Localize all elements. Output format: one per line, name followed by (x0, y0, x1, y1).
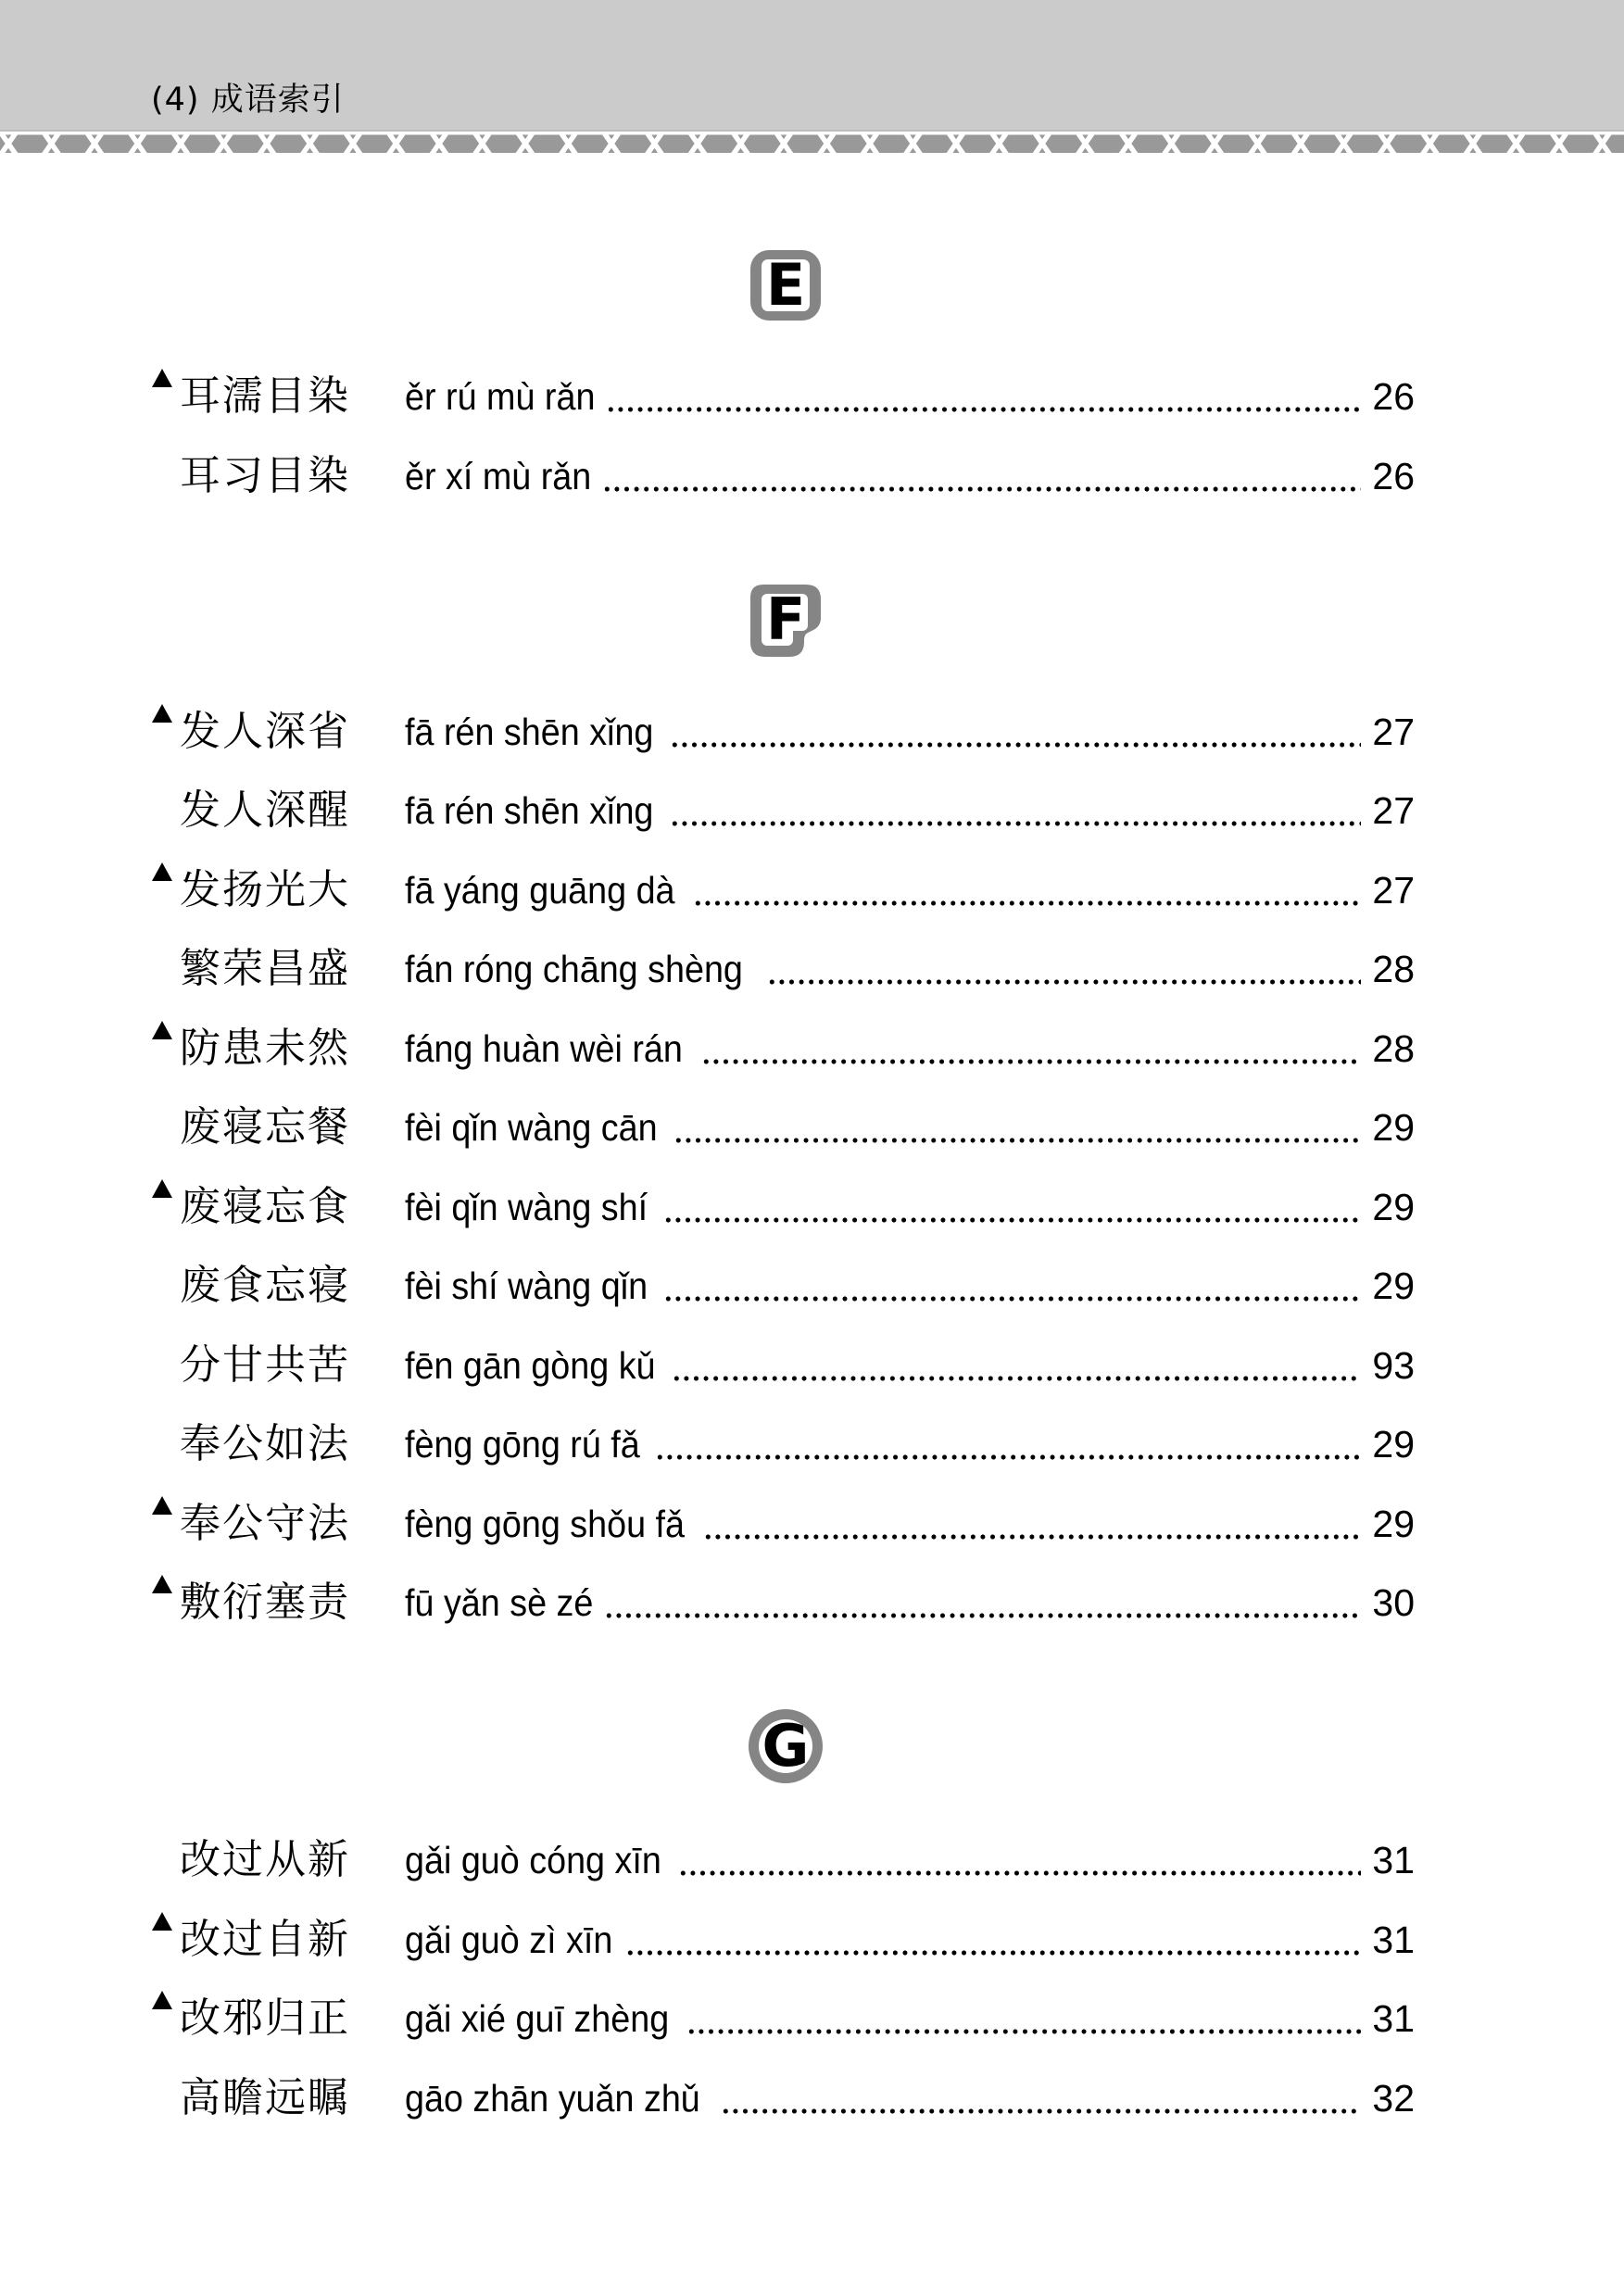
page-number: 31 (1372, 1839, 1415, 1881)
dot-leader (701, 1059, 1361, 1064)
index-entry[interactable] (0, 448, 1624, 513)
pinyin-text: gǎi xié guī zhèng (405, 1997, 670, 2040)
triangle-marker-icon (152, 1021, 172, 1039)
page-number: 29 (1372, 1423, 1415, 1466)
dot-leader (606, 407, 1361, 412)
dot-leader (670, 742, 1361, 748)
pinyin-text: fā yáng guāng dà (405, 869, 675, 912)
pinyin-text: ěr xí mù rǎn (405, 455, 592, 497)
index-entry[interactable] (0, 2070, 1624, 2135)
index-entry[interactable] (0, 1100, 1624, 1164)
pinyin-text: fèi qǐn wàng cān (405, 1106, 658, 1149)
dot-leader (672, 1376, 1361, 1381)
dot-leader (670, 821, 1361, 826)
idiom-text: 耳习目染 (180, 452, 350, 499)
dot-leader (625, 1950, 1361, 1956)
pinyin-text: gāo zhān yuǎn zhǔ (405, 2077, 700, 2120)
index-entry[interactable] (0, 862, 1624, 927)
page-number: 29 (1372, 1106, 1415, 1149)
dot-leader (663, 1296, 1361, 1302)
triangle-marker-icon (152, 1179, 172, 1198)
section-letter: E (765, 251, 806, 319)
dot-leader (686, 2029, 1361, 2034)
page-number: 28 (1372, 1027, 1415, 1070)
idiom-text: 废食忘寝 (180, 1262, 350, 1309)
idiom-text: 高瞻远瞩 (180, 2074, 350, 2121)
section-badge-f (747, 581, 825, 659)
page-number: 28 (1372, 948, 1415, 990)
dot-leader (693, 900, 1361, 906)
pinyin-text: fèng gōng rú fǎ (405, 1423, 640, 1466)
idiom-text: 发扬光大 (180, 866, 350, 913)
idiom-text: 防患未然 (180, 1025, 350, 1072)
page-number: 26 (1372, 455, 1415, 497)
idiom-text: 发人深醒 (180, 786, 350, 834)
triangle-marker-icon (152, 1575, 172, 1593)
pinyin-text: fā rén shēn xǐng (405, 789, 654, 832)
section-letter: G (762, 1712, 810, 1780)
idiom-text: 奉公如法 (180, 1420, 350, 1467)
idiom-text: 分甘共苦 (180, 1341, 350, 1389)
triangle-marker-icon (152, 704, 172, 723)
idiom-text: 废寝忘餐 (180, 1103, 350, 1151)
pinyin-text: fán róng chāng shèng (405, 948, 743, 990)
triangle-marker-icon (152, 1991, 172, 2009)
idiom-text: 改过从新 (180, 1836, 350, 1883)
triangle-marker-icon (152, 862, 172, 881)
index-entry[interactable] (0, 704, 1624, 769)
index-entry[interactable] (0, 1832, 1624, 1897)
section-badge-g (747, 1707, 825, 1785)
dot-leader (767, 979, 1361, 985)
index-entry[interactable] (0, 1179, 1624, 1244)
index-entry[interactable] (0, 1258, 1624, 1323)
index-entry[interactable] (0, 941, 1624, 1006)
section-badge-e (747, 246, 825, 324)
dot-leader (674, 1138, 1361, 1143)
idiom-text: 改邪归正 (180, 1994, 350, 2042)
pinyin-text: fā rén shēn xǐng (405, 711, 654, 753)
dot-leader (663, 1217, 1361, 1223)
pinyin-text: fēn gān gòng kǔ (405, 1344, 656, 1387)
index-entry[interactable] (0, 1338, 1624, 1403)
page-number: 29 (1372, 1265, 1415, 1307)
page-number: 93 (1372, 1344, 1415, 1387)
page-header (0, 0, 1624, 132)
idiom-text: 改过自新 (180, 1916, 350, 1963)
page-number: 29 (1372, 1186, 1415, 1228)
dot-leader (604, 1613, 1361, 1618)
dot-leader (655, 1454, 1361, 1460)
dot-leader (678, 1870, 1361, 1876)
triangle-marker-icon (152, 369, 172, 387)
index-entry[interactable] (0, 1991, 1624, 2056)
pinyin-text: fáng huàn wèi rán (405, 1027, 683, 1070)
idiom-text: 奉公守法 (180, 1500, 350, 1547)
decorative-lattice-border (0, 133, 1624, 154)
index-entry[interactable] (0, 1496, 1624, 1561)
section-letter: F (765, 585, 806, 653)
idiom-text: 敷衍塞责 (180, 1579, 350, 1626)
index-entry[interactable] (0, 369, 1624, 434)
pinyin-text: fèi shí wàng qǐn (405, 1265, 648, 1307)
index-entry[interactable] (0, 783, 1624, 848)
page-number: 31 (1372, 1997, 1415, 2040)
idiom-text: 繁荣昌盛 (180, 945, 350, 992)
idiom-text: 耳濡目染 (180, 372, 350, 420)
dot-leader (602, 486, 1361, 492)
page-number: 27 (1372, 869, 1415, 912)
index-entry[interactable] (0, 1575, 1624, 1640)
page-number: 26 (1372, 375, 1415, 418)
page-number: 27 (1372, 789, 1415, 832)
pinyin-text: gǎi guò zì xīn (405, 1919, 613, 1961)
pinyin-text: fèng gōng shǒu fǎ (405, 1503, 686, 1545)
dot-leader (721, 2108, 1362, 2114)
index-entry[interactable] (0, 1021, 1624, 1086)
index-entry[interactable] (0, 1416, 1624, 1481)
triangle-marker-icon (152, 1496, 172, 1515)
page-number: 30 (1372, 1581, 1415, 1624)
pinyin-text: ěr rú mù rǎn (405, 375, 596, 418)
dot-leader (703, 1534, 1361, 1540)
idiom-text: 废寝忘食 (180, 1183, 350, 1230)
page-number: 32 (1372, 2077, 1415, 2120)
page-number: 31 (1372, 1919, 1415, 1961)
page-title: (4) 成语索引 (151, 82, 345, 119)
pinyin-text: fū yǎn sè zé (405, 1581, 594, 1624)
triangle-marker-icon (152, 1912, 172, 1931)
page-number: 29 (1372, 1503, 1415, 1545)
pinyin-text: gǎi guò cóng xīn (405, 1839, 661, 1881)
index-entry[interactable] (0, 1912, 1624, 1977)
idiom-text: 发人深省 (180, 708, 350, 755)
page-number: 27 (1372, 711, 1415, 753)
pinyin-text: fèi qǐn wàng shí (405, 1186, 648, 1228)
